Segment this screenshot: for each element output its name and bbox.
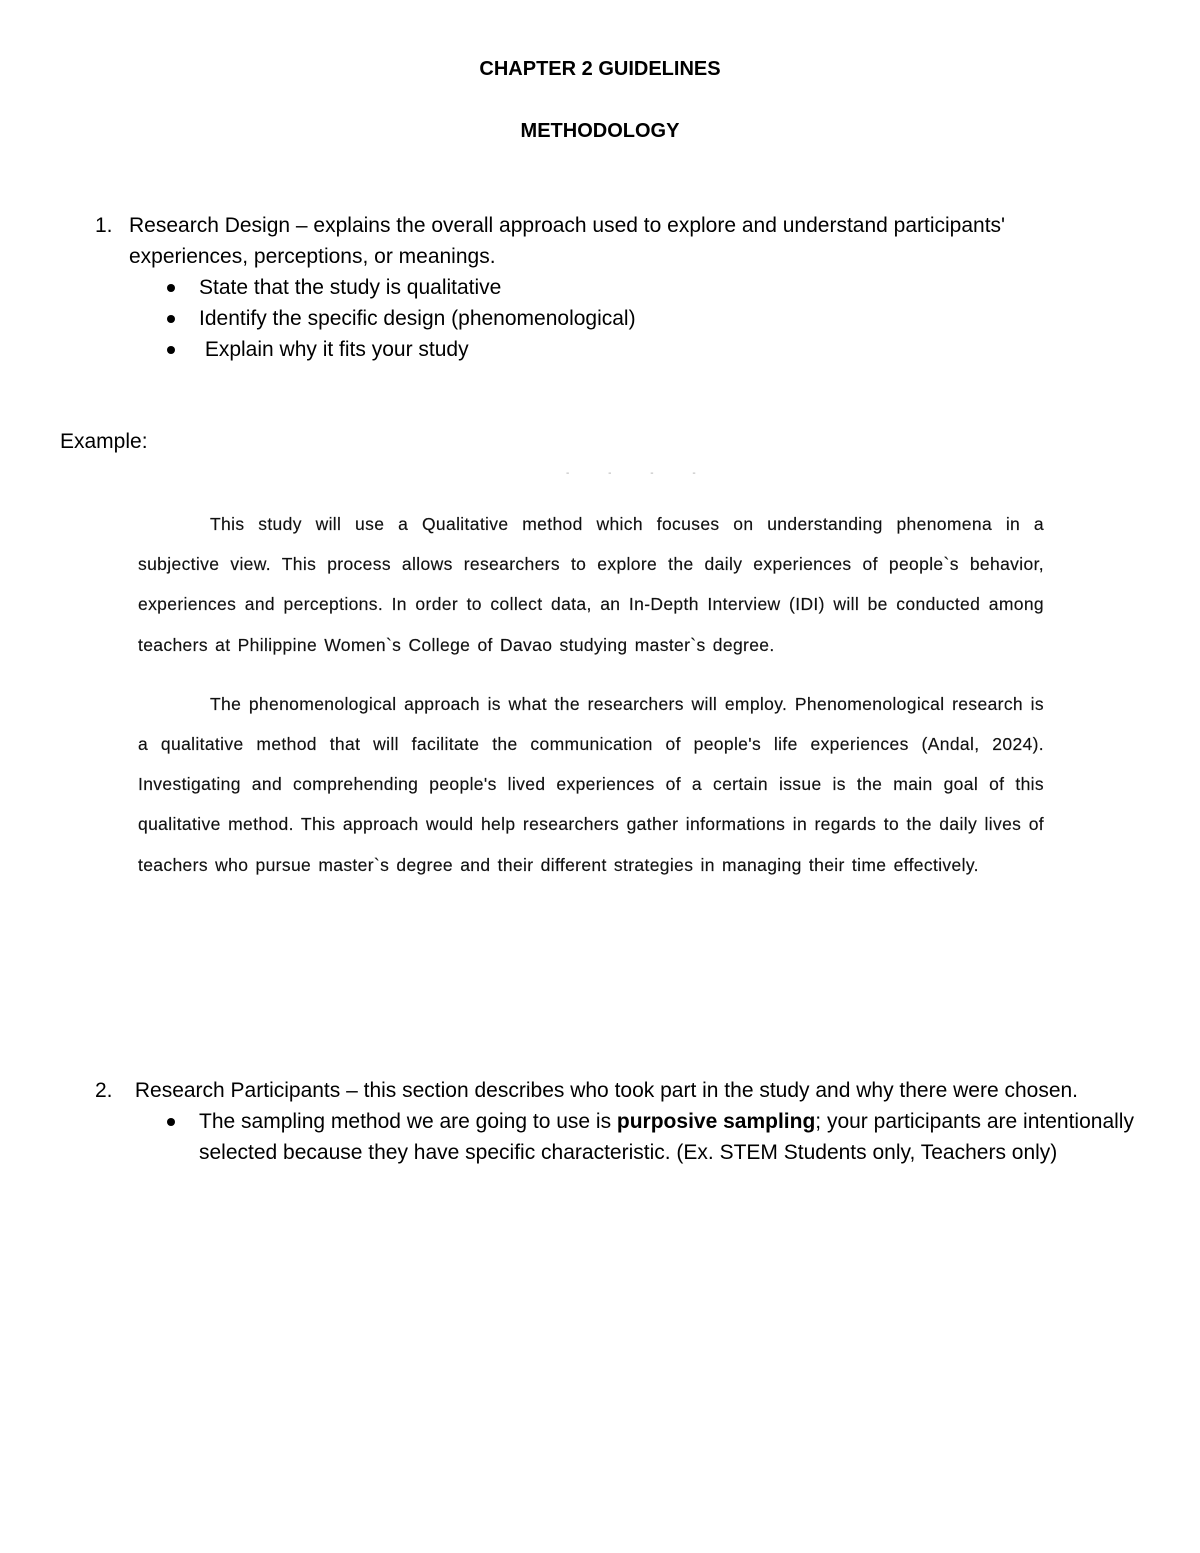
section-intro: Research Design – explains the overall approach used to explore and understand participants' experiences, perceptions, or meanings. <box>129 214 1006 268</box>
bullet-text <box>199 1110 1134 1164</box>
document-title: CHAPTER 2 GUIDELINES <box>479 58 721 80</box>
bullet-icon <box>167 315 175 323</box>
list-item <box>129 303 1129 334</box>
list-item <box>129 1106 1159 1168</box>
bullet-icon <box>167 1118 175 1126</box>
document-subtitle: METHODOLOGY <box>520 120 680 142</box>
bullet-text: Identify the specific design (phenomenological) <box>199 307 636 330</box>
example-paragraph <box>138 504 1044 665</box>
section-research-participants <box>95 1075 1159 1168</box>
section-number: 2. <box>95 1079 113 1102</box>
section-research-design <box>95 210 1129 365</box>
example-excerpt <box>138 504 1044 885</box>
section-number: 1. <box>95 214 113 237</box>
example-paragraph-text: The phenomenological approach is what the researchers will employ. Phenomenological research is a qualitative method that will facilitate the communication of people's life experiences (Andal, 2024). Investigating and comprehending people's lived experiences of a certain issue is the main goal of this qualitative method. This approach would help researchers gather informations in regards to the daily lives of teachers who pursue master`s degree and their different strategies in managing their time effectively. <box>138 693 1044 875</box>
bullet-text: State that the study is qualitative <box>199 276 502 299</box>
list-item <box>129 272 1129 303</box>
example-paragraph <box>138 684 1044 885</box>
bullet-text-suffix: ; your participants are intentionally selected because they have specific characteristic. (Ex. STEM Students only, Teachers only) <box>199 1110 1134 1164</box>
bullet-icon <box>167 284 175 292</box>
bullet-text: Explain why it fits your study <box>199 338 469 361</box>
bullet-text-bold: purposive sampling <box>616 1110 816 1133</box>
list-item <box>129 334 1129 365</box>
bullet-list <box>129 1106 1159 1168</box>
example-paragraph-text: This study will use a Qualitative method which focuses on understanding phenomena in a subjective view. This process allows researchers to explore the daily experiences of people`s behavior, experiences and perceptions. In order to collect data, an In-Depth Interview (IDI) will be conducted among teachers at Philippine Women`s College of Davao studying master`s degree. <box>138 514 1044 655</box>
bullet-text-prefix: The sampling method we are going to use is <box>199 1110 617 1133</box>
bullet-list <box>129 272 1129 365</box>
section-intro: Research Participants – this section describes who took part in the study and why there were chosen. <box>129 1079 1079 1102</box>
example-label: Example: <box>60 430 148 453</box>
example-dashes: - - - - <box>566 468 714 479</box>
bullet-icon <box>167 346 175 354</box>
